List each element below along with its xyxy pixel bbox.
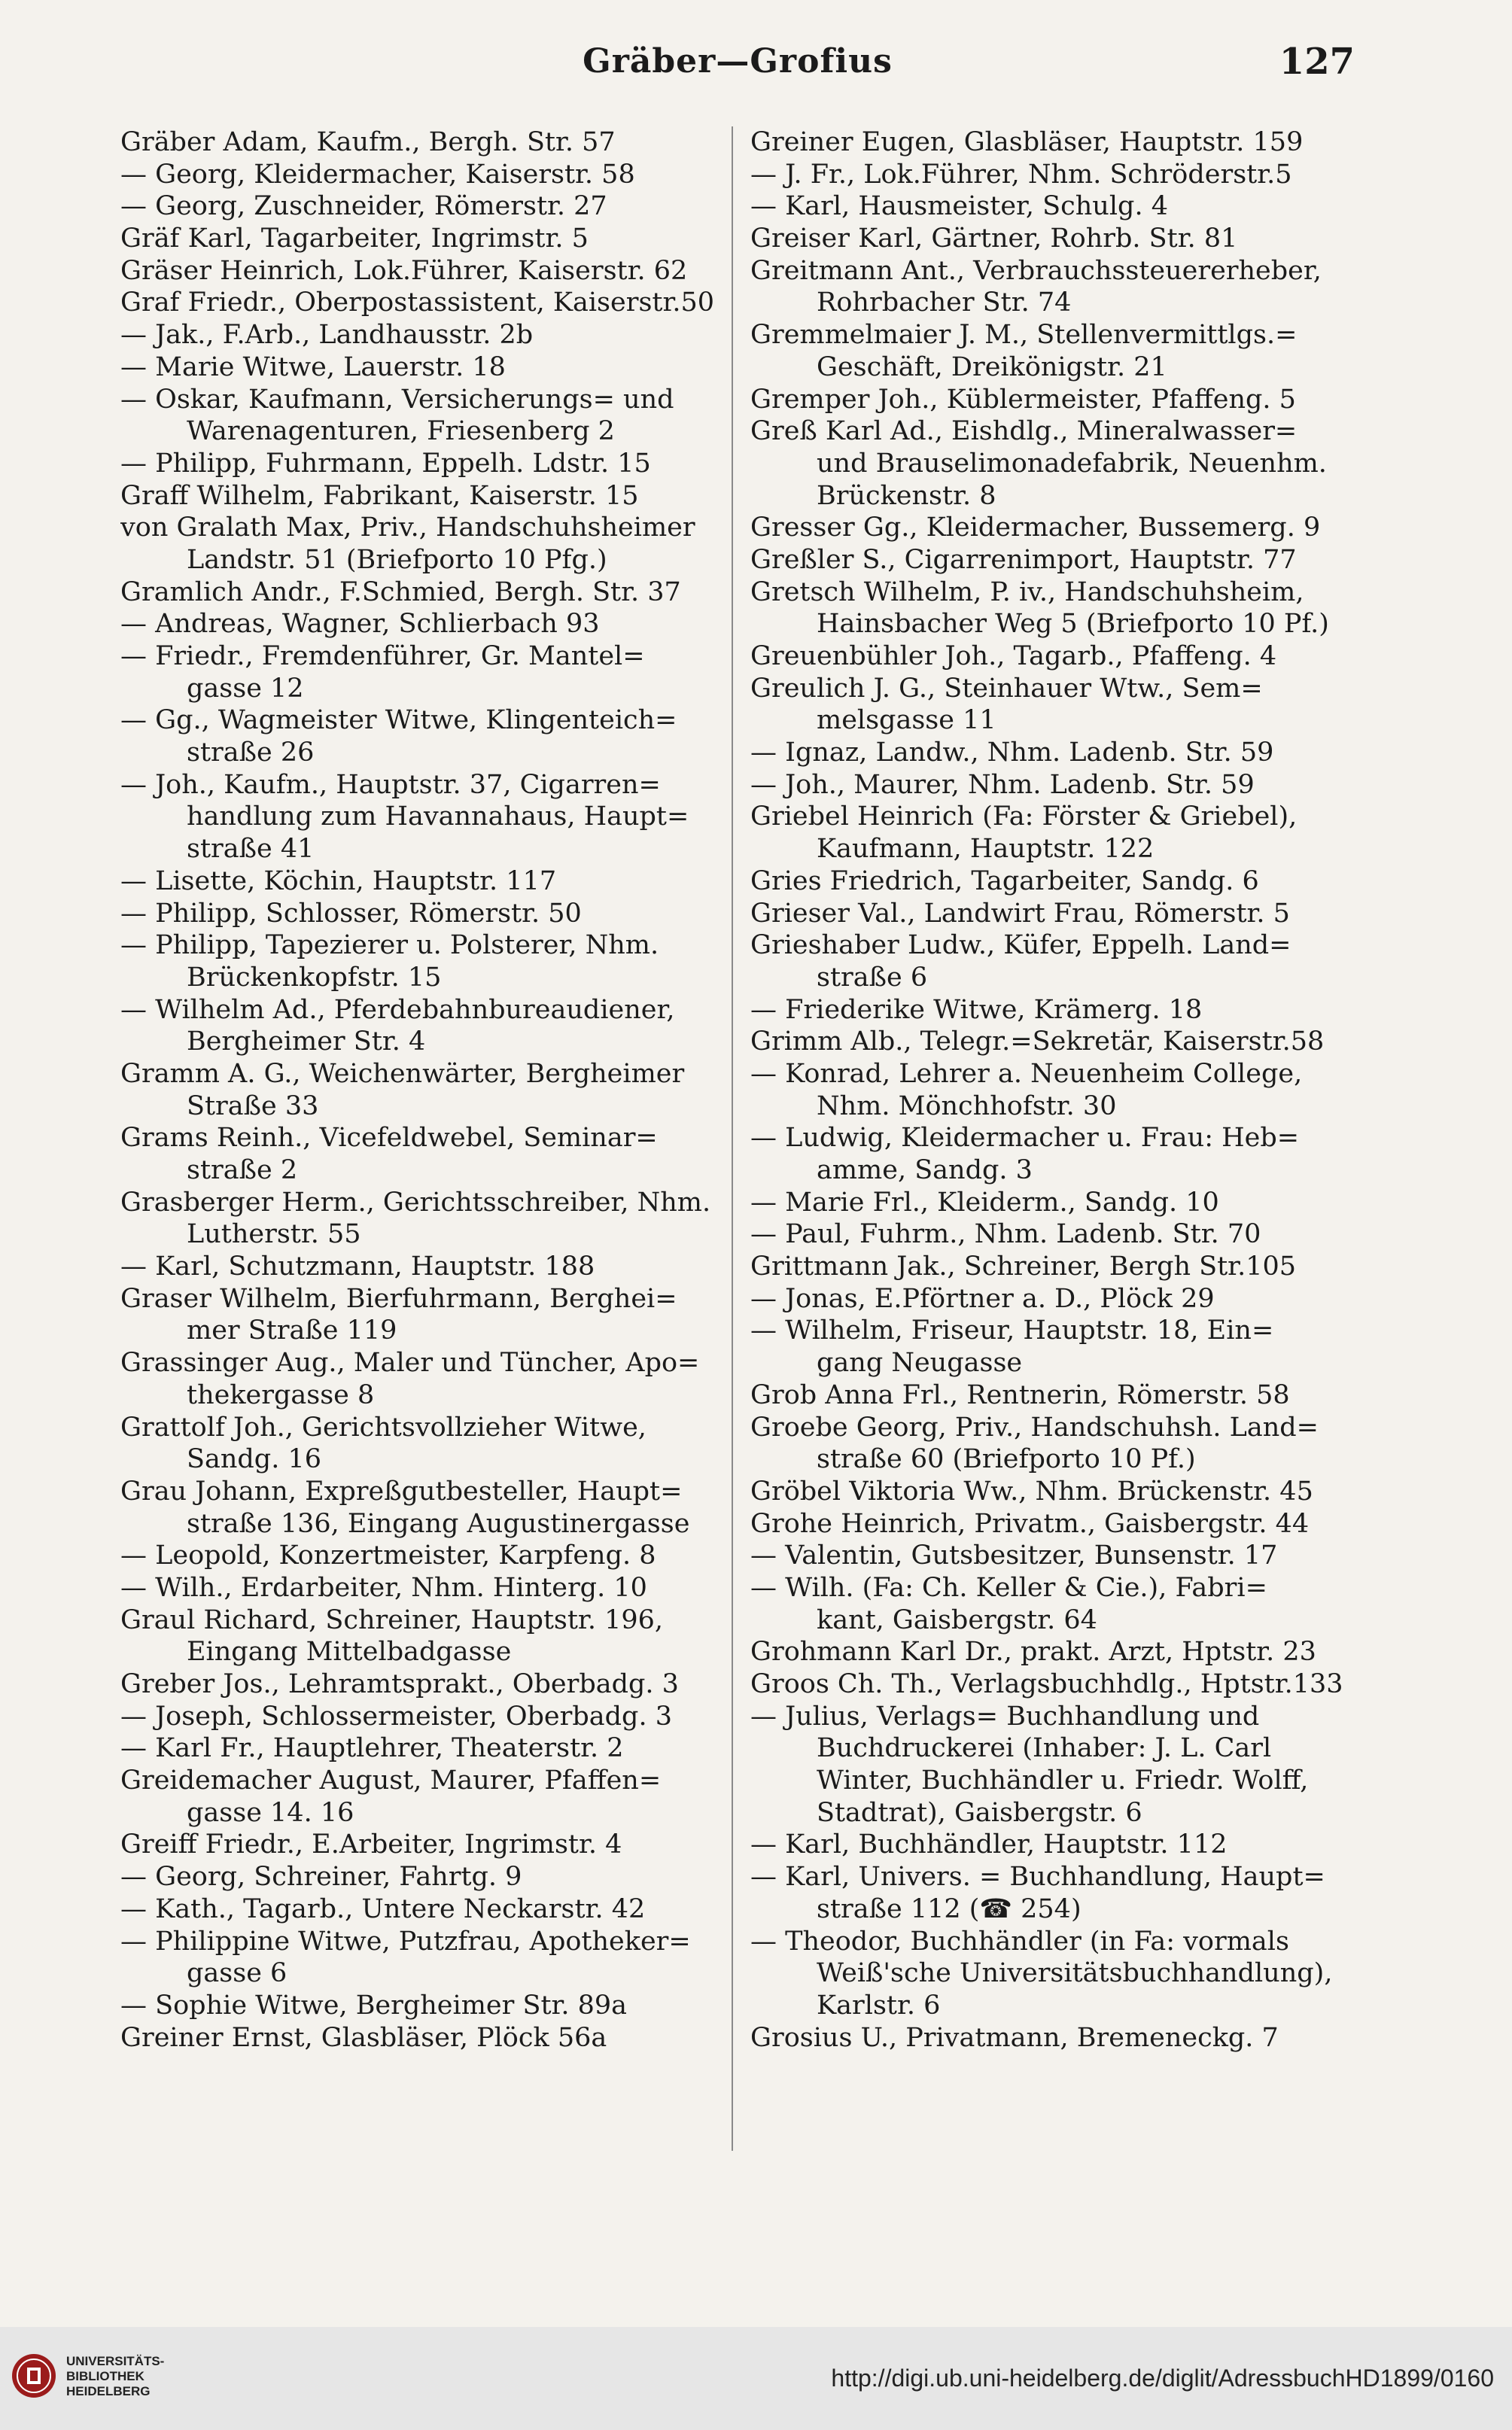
- directory-entry-line: — Theodor, Buchhändler (in Fa: vormals: [750, 1926, 1289, 1957]
- entry-continuation-line: Brückenstr. 8: [817, 480, 996, 511]
- directory-entry-line: — Konrad, Lehrer a. Neuenheim College,: [750, 1058, 1303, 1089]
- entry-continuation-line: Nhm. Mönchhofstr. 30: [817, 1090, 1117, 1121]
- directory-entry-line: Groebe Georg, Priv., Handschuhsh. Land=: [750, 1412, 1319, 1443]
- directory-entry-line: — Friederike Witwe, Krämerg. 18: [750, 994, 1203, 1025]
- entry-continuation-line: Bergheimer Str. 4: [187, 1026, 426, 1057]
- entry-continuation-line: straße 6: [817, 962, 928, 993]
- directory-entry-line: — Karl, Hausmeister, Schulg. 4: [750, 191, 1168, 222]
- page-number: 127: [1279, 41, 1355, 83]
- directory-entry-line: — J. Fr., Lok.Führer, Nhm. Schröderstr.5: [750, 159, 1292, 190]
- entry-continuation-line: gasse 6: [187, 1958, 287, 1989]
- entry-continuation-line: kant, Gaisbergstr. 64: [817, 1604, 1097, 1635]
- entry-continuation-line: mer Straße 119: [187, 1315, 397, 1346]
- entry-continuation-line: handlung zum Havannahaus, Haupt=: [187, 801, 689, 832]
- directory-entry-line: — Wilhelm, Friseur, Hauptstr. 18, Ein=: [750, 1315, 1274, 1346]
- directory-entry-line: Greiff Friedr., E.Arbeiter, Ingrimstr. 4: [120, 1829, 622, 1860]
- directory-entry-line: Graul Richard, Schreiner, Hauptstr. 196,: [120, 1604, 664, 1635]
- directory-entry-line: — Valentin, Gutsbesitzer, Bunsenstr. 17: [750, 1540, 1278, 1571]
- directory-entry-line: — Georg, Zuschneider, Römerstr. 27: [120, 191, 607, 222]
- directory-entry-line: Greßler S., Cigarrenimport, Hauptstr. 77: [750, 544, 1297, 575]
- directory-entry-line: Greulich J. G., Steinhauer Wtw., Sem=: [750, 673, 1263, 704]
- directory-entry-line: — Ludwig, Kleidermacher u. Frau: Heb=: [750, 1123, 1300, 1154]
- directory-entry-line: Gräser Heinrich, Lok.Führer, Kaiserstr. 62: [120, 255, 688, 286]
- right-column: [750, 126, 1364, 2054]
- entry-continuation-line: Lutherstr. 55: [187, 1219, 361, 1250]
- directory-entry-line: — Oskar, Kaufmann, Versicherungs= und: [120, 384, 674, 415]
- directory-entry-line: Grieser Val., Landwirt Frau, Römerstr. 5: [750, 898, 1290, 929]
- entry-continuation-line: gasse 12: [187, 673, 304, 704]
- directory-entry-line: — Andreas, Wagner, Schlierbach 93: [120, 609, 600, 640]
- directory-entry-line: Gröbel Viktoria Ww., Nhm. Brückenstr. 45: [750, 1476, 1313, 1507]
- directory-entry-line: — Friedr., Fremdenführer, Gr. Mantel=: [120, 641, 645, 671]
- entry-continuation-line: straße 136, Eingang Augustinergasse: [187, 1508, 690, 1539]
- directory-entry-line: — Wilh., Erdarbeiter, Nhm. Hinterg. 10: [120, 1572, 647, 1603]
- directory-entry-line: — Lisette, Köchin, Hauptstr. 117: [120, 865, 557, 896]
- directory-entry-line: Gremmelmaier J. M., Stellenvermittlgs.=: [750, 320, 1298, 351]
- directory-entry-line: — Sophie Witwe, Bergheimer Str. 89a: [120, 1990, 628, 2021]
- directory-entry-line: — Jak., F.Arb., Landhausstr. 2b: [120, 320, 534, 351]
- directory-entry-line: Gretsch Wilhelm, P. iv., Handschuhsheim,: [750, 576, 1304, 607]
- library-name: UNIVERSITÄTS- BIBLIOTHEK HEIDELBERG: [66, 2354, 165, 2398]
- directory-entry-line: Grosius U., Privatmann, Bremeneckg. 7: [750, 2022, 1279, 2053]
- directory-entry-line: Gries Friedrich, Tagarbeiter, Sandg. 6: [750, 865, 1259, 896]
- column-divider: [732, 126, 733, 2151]
- directory-entry-line: Greiser Karl, Gärtner, Rohrb. Str. 81: [750, 224, 1238, 254]
- directory-entry-line: — Kath., Tagarb., Untere Neckarstr. 42: [120, 1893, 646, 1924]
- directory-entry-line: — Gg., Wagmeister Witwe, Klingenteich=: [120, 705, 677, 736]
- directory-entry-line: Greuenbühler Joh., Tagarb., Pfaffeng. 4: [750, 641, 1277, 671]
- directory-entry-line: Greber Jos., Lehramtsprakt., Oberbadg. 3: [120, 1669, 679, 1699]
- directory-entry-line: — Paul, Fuhrm., Nhm. Ladenb. Str. 70: [750, 1219, 1261, 1250]
- directory-entry-line: — Marie Witwe, Lauerstr. 18: [120, 351, 506, 382]
- directory-entry-line: — Wilh. (Fa: Ch. Keller & Cie.), Fabri=: [750, 1572, 1267, 1603]
- directory-entry-line: — Jonas, E.Pförtner a. D., Plöck 29: [750, 1283, 1215, 1314]
- entry-continuation-line: straße 2: [187, 1155, 298, 1185]
- entry-continuation-line: Hainsbacher Weg 5 (Briefporto 10 Pf.): [817, 609, 1329, 640]
- directory-entry-line: Grob Anna Frl., Rentnerin, Römerstr. 58: [750, 1379, 1290, 1410]
- directory-entry-line: Grau Johann, Expreßgutbesteller, Haupt=: [120, 1476, 683, 1507]
- directory-entry-line: — Leopold, Konzertmeister, Karpfeng. 8: [120, 1540, 656, 1571]
- directory-entry-line: — Wilhelm Ad., Pferdebahnbureaudiener,: [120, 994, 675, 1025]
- directory-entry-line: — Ignaz, Landw., Nhm. Ladenb. Str. 59: [750, 738, 1274, 768]
- entry-continuation-line: Rohrbacher Str. 74: [817, 287, 1072, 318]
- directory-entry-line: Greidemacher August, Maurer, Pfaffen=: [120, 1765, 662, 1796]
- directory-entry-line: Greitmann Ant., Verbrauchssteuererheber,: [750, 255, 1322, 286]
- entry-continuation-line: straße 60 (Briefporto 10 Pf.): [817, 1444, 1196, 1475]
- entry-continuation-line: Straße 33: [187, 1090, 319, 1121]
- entry-continuation-line: gang Neugasse: [817, 1348, 1023, 1379]
- entry-continuation-line: Warenagenturen, Friesenberg 2: [187, 416, 615, 447]
- directory-entry-line: Grattolf Joh., Gerichtsvollzieher Witwe,: [120, 1412, 646, 1443]
- directory-entry-line: Greiner Eugen, Glasbläser, Hauptstr. 159: [750, 127, 1304, 157]
- directory-entry-line: — Karl, Buchhändler, Hauptstr. 112: [750, 1829, 1228, 1860]
- directory-entry-line: — Karl, Schutzmann, Hauptstr. 188: [120, 1251, 595, 1282]
- directory-entry-line: Gramm A. G., Weichenwärter, Bergheimer: [120, 1058, 685, 1089]
- directory-entry-line: — Philipp, Tapezierer u. Polsterer, Nhm.: [120, 930, 659, 961]
- left-column: [120, 126, 730, 2054]
- directory-entry-line: — Karl Fr., Hauptlehrer, Theaterstr. 2: [120, 1733, 624, 1764]
- entry-continuation-line: Winter, Buchhändler u. Friedr. Wolff,: [817, 1765, 1309, 1796]
- directory-entry-line: — Philipp, Fuhrmann, Eppelh. Ldstr. 15: [120, 448, 651, 479]
- directory-entry-line: Gräber Adam, Kaufm., Bergh. Str. 57: [120, 127, 616, 157]
- directory-entry-line: — Julius, Verlags= Buchhandlung und: [750, 1701, 1260, 1732]
- entry-continuation-line: thekergasse 8: [187, 1379, 375, 1410]
- directory-entry-line: — Joh., Kaufm., Hauptstr. 37, Cigarren=: [120, 769, 661, 800]
- directory-entry-line: Griebel Heinrich (Fa: Förster & Griebel),: [750, 801, 1298, 832]
- directory-entry-line: Graf Friedr., Oberpostassistent, Kaiserstr.50: [120, 287, 715, 318]
- directory-entry-line: Grittmann Jak., Schreiner, Bergh Str.105: [750, 1251, 1297, 1282]
- entry-continuation-line: Eingang Mittelbadgasse: [187, 1637, 512, 1668]
- directory-entry-line: Gremper Joh., Küblermeister, Pfaffeng. 5: [750, 384, 1296, 415]
- directory-entry-line: — Georg, Schreiner, Fahrtg. 9: [120, 1862, 522, 1893]
- running-title: Gräber—Grofius: [583, 42, 893, 81]
- directory-entry-line: — Philippine Witwe, Putzfrau, Apotheker=: [120, 1926, 691, 1957]
- directory-entry-line: — Joh., Maurer, Nhm. Ladenb. Str. 59: [750, 769, 1255, 800]
- directory-entry-line: Grohmann Karl Dr., prakt. Arzt, Hptstr. 23: [750, 1637, 1316, 1668]
- directory-entry-line: Gräf Karl, Tagarbeiter, Ingrimstr. 5: [120, 224, 589, 254]
- entry-continuation-line: amme, Sandg. 3: [817, 1155, 1033, 1185]
- directory-entry-line: — Georg, Kleidermacher, Kaiserstr. 58: [120, 159, 635, 190]
- entry-continuation-line: Brückenkopfstr. 15: [187, 962, 442, 993]
- directory-entry-line: — Marie Frl., Kleiderm., Sandg. 10: [750, 1187, 1219, 1218]
- directory-entry-line: Grimm Alb., Telegr.=Sekretär, Kaiserstr.58: [750, 1026, 1325, 1057]
- directory-entry-line: Groos Ch. Th., Verlagsbuchhdlg., Hptstr.133: [750, 1669, 1343, 1699]
- directory-entry-line: Gramlich Andr., F.Schmied, Bergh. Str. 37: [120, 576, 681, 607]
- entry-continuation-line: gasse 14. 16: [187, 1797, 354, 1828]
- directory-entry-line: — Karl, Univers. = Buchhandlung, Haupt=: [750, 1862, 1325, 1893]
- entry-continuation-line: Kaufmann, Hauptstr. 122: [817, 834, 1155, 865]
- directory-entry-line: Grohe Heinrich, Privatm., Gaisbergstr. 44: [750, 1508, 1310, 1539]
- source-url[interactable]: http://digi.ub.uni-heidelberg.de/diglit/AdressbuchHD1899/0160: [831, 2365, 1494, 2392]
- entry-continuation-line: Weiß'sche Universitätsbuchhandlung),: [817, 1958, 1333, 1989]
- entry-continuation-line: Karlstr. 6: [817, 1990, 941, 2021]
- entry-continuation-line: und Brauselimonadefabrik, Neuenhm.: [817, 448, 1327, 479]
- directory-entry-line: Graff Wilhelm, Fabrikant, Kaiserstr. 15: [120, 480, 639, 511]
- directory-entry-line: Grassinger Aug., Maler und Tüncher, Apo=: [120, 1348, 700, 1379]
- entry-continuation-line: Stadtrat), Gaisbergstr. 6: [817, 1797, 1142, 1828]
- directory-entry-line: — Joseph, Schlossermeister, Oberbadg. 3: [120, 1701, 672, 1732]
- directory-entry-line: Gresser Gg., Kleidermacher, Bussemerg. 9: [750, 512, 1321, 543]
- directory-entry-line: Grams Reinh., Vicefeldwebel, Seminar=: [120, 1123, 658, 1154]
- footer-bar: [0, 2327, 1512, 2430]
- directory-entry-line: von Gralath Max, Priv., Handschuhsheimer: [120, 512, 695, 543]
- entry-continuation-line: straße 41: [187, 834, 315, 865]
- page-header: [120, 38, 1355, 90]
- entry-continuation-line: melsgasse 11: [817, 705, 996, 736]
- directory-entry-line: Grieshaber Ludw., Küfer, Eppelh. Land=: [750, 930, 1291, 961]
- directory-entry-line: Grasberger Herm., Gerichtsschreiber, Nhm.: [120, 1187, 711, 1218]
- entry-continuation-line: Sandg. 16: [187, 1444, 321, 1475]
- entry-continuation-line: Buchdruckerei (Inhaber: J. L. Carl: [817, 1733, 1272, 1764]
- directory-entry-line: — Philipp, Schlosser, Römerstr. 50: [120, 898, 582, 929]
- entry-continuation-line: Landstr. 51 (Briefporto 10 Pfg.): [187, 544, 607, 575]
- university-seal-icon: [11, 2352, 57, 2399]
- directory-entry-line: Greiner Ernst, Glasbläser, Plöck 56a: [120, 2022, 607, 2053]
- entry-continuation-line: Geschäft, Dreikönigstr. 21: [817, 351, 1167, 382]
- entry-continuation-line: straße 112 (☎ 254): [817, 1893, 1082, 1924]
- entry-continuation-line: straße 26: [187, 738, 315, 768]
- directory-entry-line: Graser Wilhelm, Bierfuhrmann, Berghei=: [120, 1283, 677, 1314]
- directory-entry-line: Greß Karl Ad., Eishdlg., Mineralwasser=: [750, 416, 1298, 447]
